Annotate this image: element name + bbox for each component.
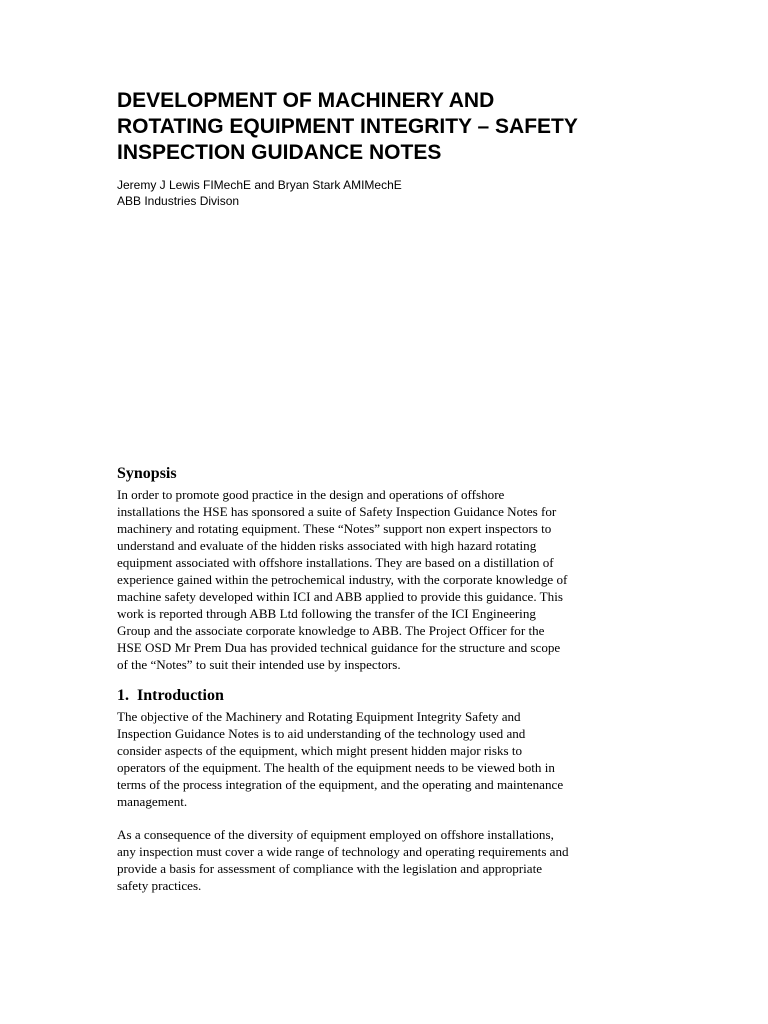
text-line: HSE OSD Mr Prem Dua has provided technical guidance for the structure and scope: [117, 640, 561, 656]
text-line: machinery and rotating equipment. These “Notes” support non expert inspectors to: [117, 521, 552, 537]
text-line: understand and evaluate of the hidden risks associated with high hazard rotating: [117, 538, 537, 554]
author-names: Jeremy J Lewis FIMechE and Bryan Stark AMIMechE: [117, 178, 402, 192]
text-line: The objective of the Machinery and Rotating Equipment Integrity Safety and: [117, 709, 521, 724]
title-line: INSPECTION GUIDANCE NOTES: [117, 141, 442, 164]
document-title: [117, 88, 677, 166]
text-line: As a consequence of the diversity of equipment employed on offshore installations,: [117, 827, 554, 842]
synopsis-paragraph: [117, 486, 567, 674]
text-line: operators of the equipment. The health of the equipment needs to be viewed both in: [117, 760, 555, 776]
introduction-paragraph-1: [117, 708, 563, 810]
author-affiliation: ABB Industries Divison: [117, 194, 240, 208]
introduction-paragraph-2: [117, 826, 569, 894]
title-line: DEVELOPMENT OF MACHINERY AND: [117, 89, 495, 112]
text-line: safety practices.: [117, 878, 202, 894]
text-line: consider aspects of the equipment, which might present hidden major risks to: [117, 743, 523, 759]
author-block: [117, 177, 402, 209]
introduction-heading: [117, 686, 224, 706]
text-line: machine safety developed within ICI and ABB applied to provide this guidance. This: [117, 589, 563, 605]
section-title: Introduction: [137, 687, 224, 704]
text-line: installations the HSE has sponsored a suite of Safety Inspection Guidance Notes for: [117, 504, 557, 520]
text-line: Group and the associate corporate knowledge to ABB. The Project Officer for the: [117, 623, 545, 639]
text-line: In order to promote good practice in the design and operations of offshore: [117, 487, 505, 502]
title-line: ROTATING EQUIPMENT INTEGRITY – SAFETY: [117, 115, 578, 138]
text-line: of the “Notes” to suit their intended use by inspectors.: [117, 657, 401, 673]
text-line: management.: [117, 794, 188, 810]
synopsis-heading: Synopsis: [117, 465, 177, 482]
text-line: work is reported through ABB Ltd following the transfer of the ICI Engineering: [117, 606, 536, 622]
text-line: any inspection must cover a wide range of technology and operating requirements and: [117, 844, 569, 860]
section-number: 1.: [117, 687, 129, 704]
text-line: experience gained within the petrochemical industry, with the corporate knowledge of: [117, 572, 568, 588]
text-line: provide a basis for assessment of compliance with the legislation and appropriate: [117, 861, 543, 877]
text-line: terms of the process integration of the equipment, and the operating and maintenance: [117, 777, 564, 793]
text-line: equipment associated with offshore installations. They are based on a distillation of: [117, 555, 554, 571]
text-line: Inspection Guidance Notes is to aid understanding of the technology used and: [117, 726, 526, 742]
